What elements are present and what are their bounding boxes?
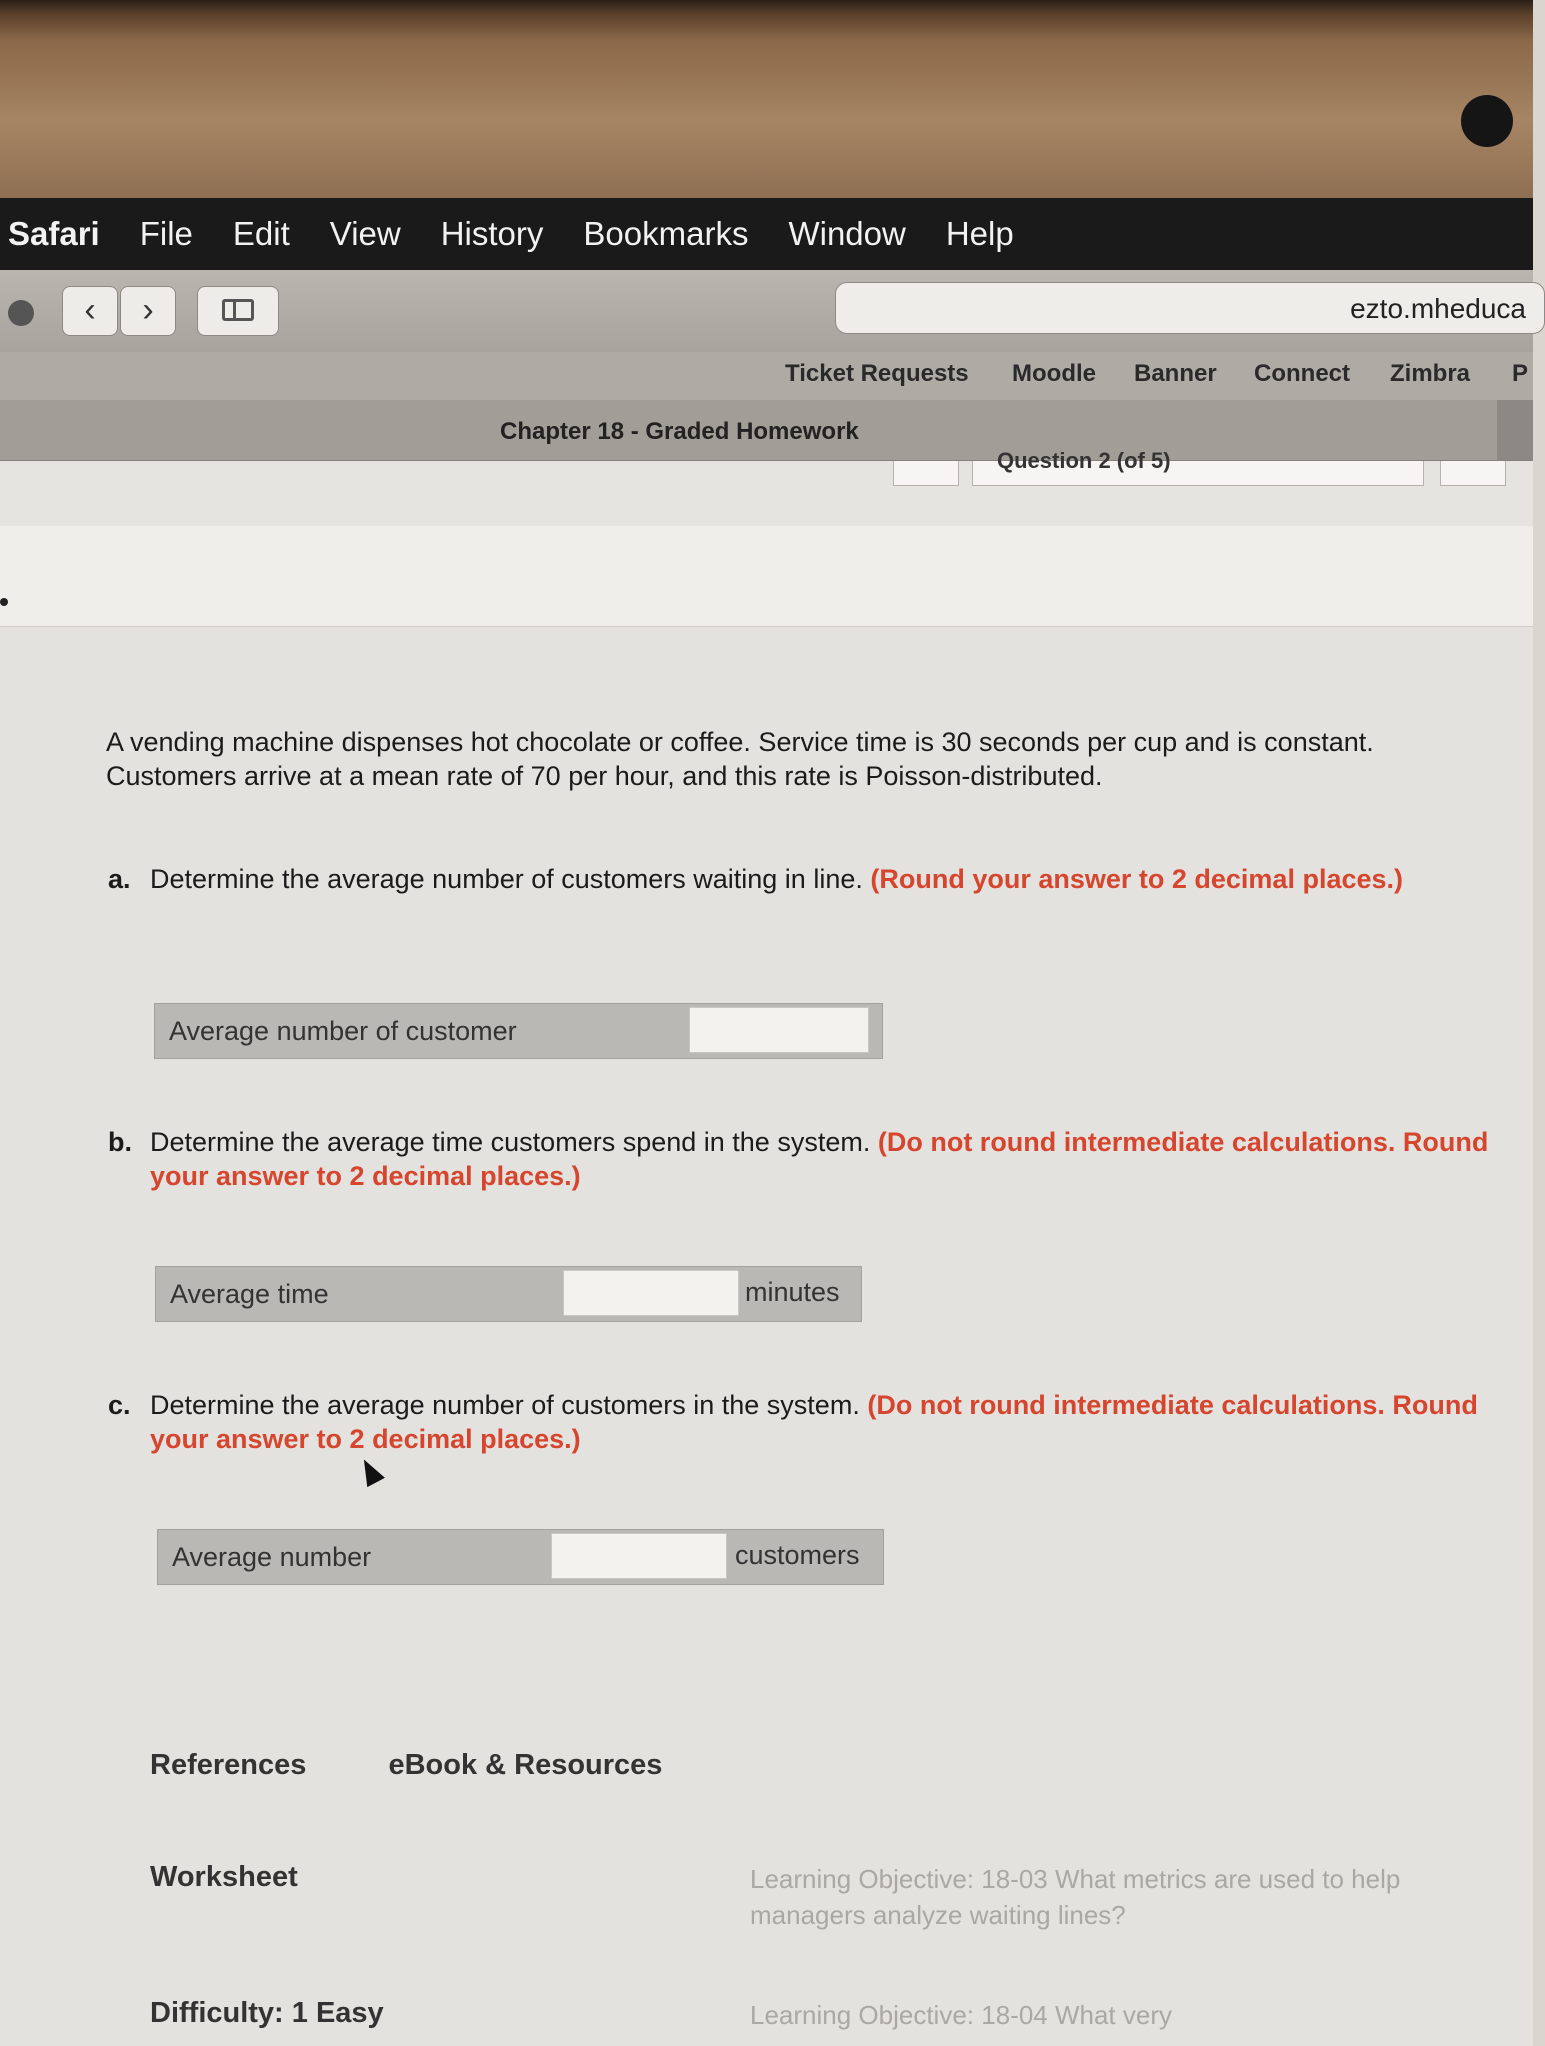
ebook-resources-tab[interactable]: eBook & Resources (388, 1749, 663, 1781)
answer-a-input[interactable] (689, 1007, 869, 1053)
answer-b-unit: minutes (745, 1277, 840, 1307)
next-question-button[interactable] (1440, 461, 1506, 486)
forward-button[interactable] (120, 286, 176, 336)
header-band (0, 526, 1533, 628)
tab-bar (0, 400, 1533, 461)
references-tab[interactable]: References (150, 1749, 307, 1781)
worksheet-label: Worksheet (150, 1861, 298, 1893)
part-b-text: Determine the average time customers spend in the system. (150, 1127, 871, 1157)
part-a-text: Determine the average number of customers waiting in line. (150, 864, 863, 894)
part-a-hint: (Round your answer to 2 decimal places.) (870, 864, 1404, 894)
favorite-zimbra[interactable]: Zimbra (1390, 360, 1471, 387)
menu-window[interactable]: Window (788, 215, 906, 252)
menu-help[interactable]: Help (945, 215, 1014, 252)
favorites-bar (0, 352, 1533, 401)
answer-b-input[interactable] (563, 1270, 739, 1316)
question-panel (0, 627, 1533, 2046)
sidebar-toggle-button[interactable] (197, 286, 279, 336)
bullet-dot (0, 598, 8, 606)
page-content (0, 448, 1533, 2046)
part-a (108, 862, 1503, 896)
menu-app-name[interactable]: Safari (8, 215, 100, 252)
question-select-label: Question 2 (of 5) (997, 448, 1171, 473)
browser-toolbar (0, 270, 1533, 354)
menu-edit[interactable]: Edit (232, 215, 290, 252)
menu-file[interactable]: File (139, 215, 193, 252)
chevron-left-icon: ‹ (84, 291, 96, 329)
back-button[interactable] (62, 286, 118, 336)
answer-row-a (154, 1003, 883, 1059)
answer-c-unit: customers (735, 1540, 860, 1570)
menu-bookmarks[interactable]: Bookmarks (583, 215, 749, 252)
question-select[interactable] (972, 448, 1424, 486)
part-c-hint: (Do not round intermediate calculations. Round your answer to 2 decimal places.) (150, 1390, 1478, 1454)
answer-c-label: Average number (172, 1541, 372, 1572)
footer-links (150, 1749, 1350, 1782)
address-bar[interactable]: ezto.mheduca (835, 282, 1545, 334)
answer-row-b (155, 1266, 862, 1322)
menu-view[interactable]: View (329, 215, 401, 252)
menu-bar (0, 198, 1533, 270)
tab-overflow (1497, 400, 1533, 460)
tab-title[interactable]: Chapter 18 - Graded Homework (500, 418, 859, 445)
part-b-letter: b. (108, 1127, 132, 1157)
part-a-letter: a. (108, 864, 131, 894)
chevron-right-icon: › (142, 291, 154, 329)
answer-c-input[interactable] (551, 1533, 727, 1579)
camera-dot (1461, 95, 1513, 147)
menu-history[interactable]: History (440, 215, 544, 252)
answer-b-label: Average time (170, 1278, 329, 1309)
sidebar-icon (222, 299, 254, 321)
favorite-ticket-requests[interactable]: Ticket Requests (785, 360, 969, 387)
part-c (108, 1388, 1503, 1456)
learning-objective-1: Learning Objective: 18-03 What metrics are used to help managers analyze waiting lines? (750, 1864, 1401, 1930)
favorite-connect[interactable]: Connect (1254, 360, 1350, 387)
favorite-banner[interactable]: Banner (1134, 360, 1217, 387)
favorite-overflow[interactable]: P (1512, 360, 1529, 387)
answer-row-c (157, 1529, 884, 1585)
difficulty-label: Difficulty: 1 Easy (150, 1997, 384, 2029)
prev-question-button[interactable] (893, 461, 959, 486)
answer-a-label: Average number of customer (169, 1015, 517, 1046)
apple-icon (8, 300, 34, 326)
favorite-moodle[interactable]: Moodle (1012, 360, 1096, 387)
laptop-bezel (0, 0, 1533, 198)
part-c-text: Determine the average number of customers in the system. (150, 1390, 860, 1420)
learning-objective-2: Learning Objective: 18-04 What very (750, 2000, 1172, 2030)
part-b (108, 1125, 1503, 1193)
part-b-hint: (Do not round intermediate calculations. Round your answer to 2 decimal places.) (150, 1127, 1489, 1191)
problem-statement: A vending machine dispenses hot chocolate or coffee. Service time is 30 seconds per cup and is constant. Customers arrive at a mean rate of 70 per hour, and this rate is Poisson-distributed. (106, 727, 1374, 791)
part-c-letter: c. (108, 1390, 131, 1420)
